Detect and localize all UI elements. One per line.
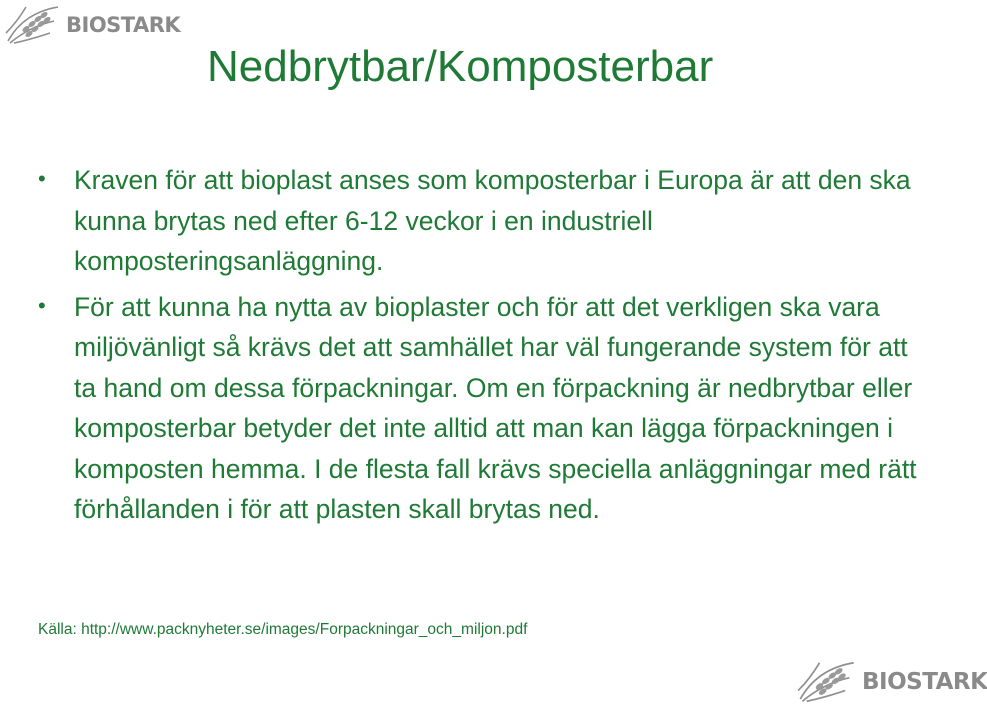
bullet-text: För att kunna ha nytta av bioplaster och för att det verkligen ska vara miljövänligt så krävs det att samhället har väl fungerande system för att ta hand om dessa förpackningar. Om en förpackning är nedbrytbar eller komposterbar betyder det inte alltid att man kan lägga förpackningen i komposten hemma. I de flesta fall krävs speciella anläggningar med rätt förhållanden i för att plasten skall brytas ned.: [74, 291, 917, 524]
bullet-item: [40, 287, 930, 530]
bullet-dot: •: [38, 166, 46, 191]
bullet-list: [40, 160, 930, 530]
brand-name: BIOSTARK: [66, 13, 181, 37]
source-citation: Källa: http://www.packnyheter.se/images/Forpackningar_och_miljon.pdf: [38, 621, 528, 638]
brand-name: BIOSTARK: [862, 669, 987, 695]
bullet-dot: •: [38, 292, 46, 318]
biostark-logo-top: [4, 3, 180, 47]
corn-icon: [4, 3, 62, 47]
slide-title: Nedbrytbar/Komposterbar: [207, 42, 714, 91]
corn-icon: [796, 658, 858, 706]
bullet-text: Kraven för att bioplast anses som komposterbar i Europa är att den ska kunna brytas ned efter 6-12 veckor i en industriell komposteringsanläggning.: [74, 165, 911, 276]
bullet-item: [40, 160, 930, 282]
biostark-logo-bottom: [796, 658, 987, 706]
